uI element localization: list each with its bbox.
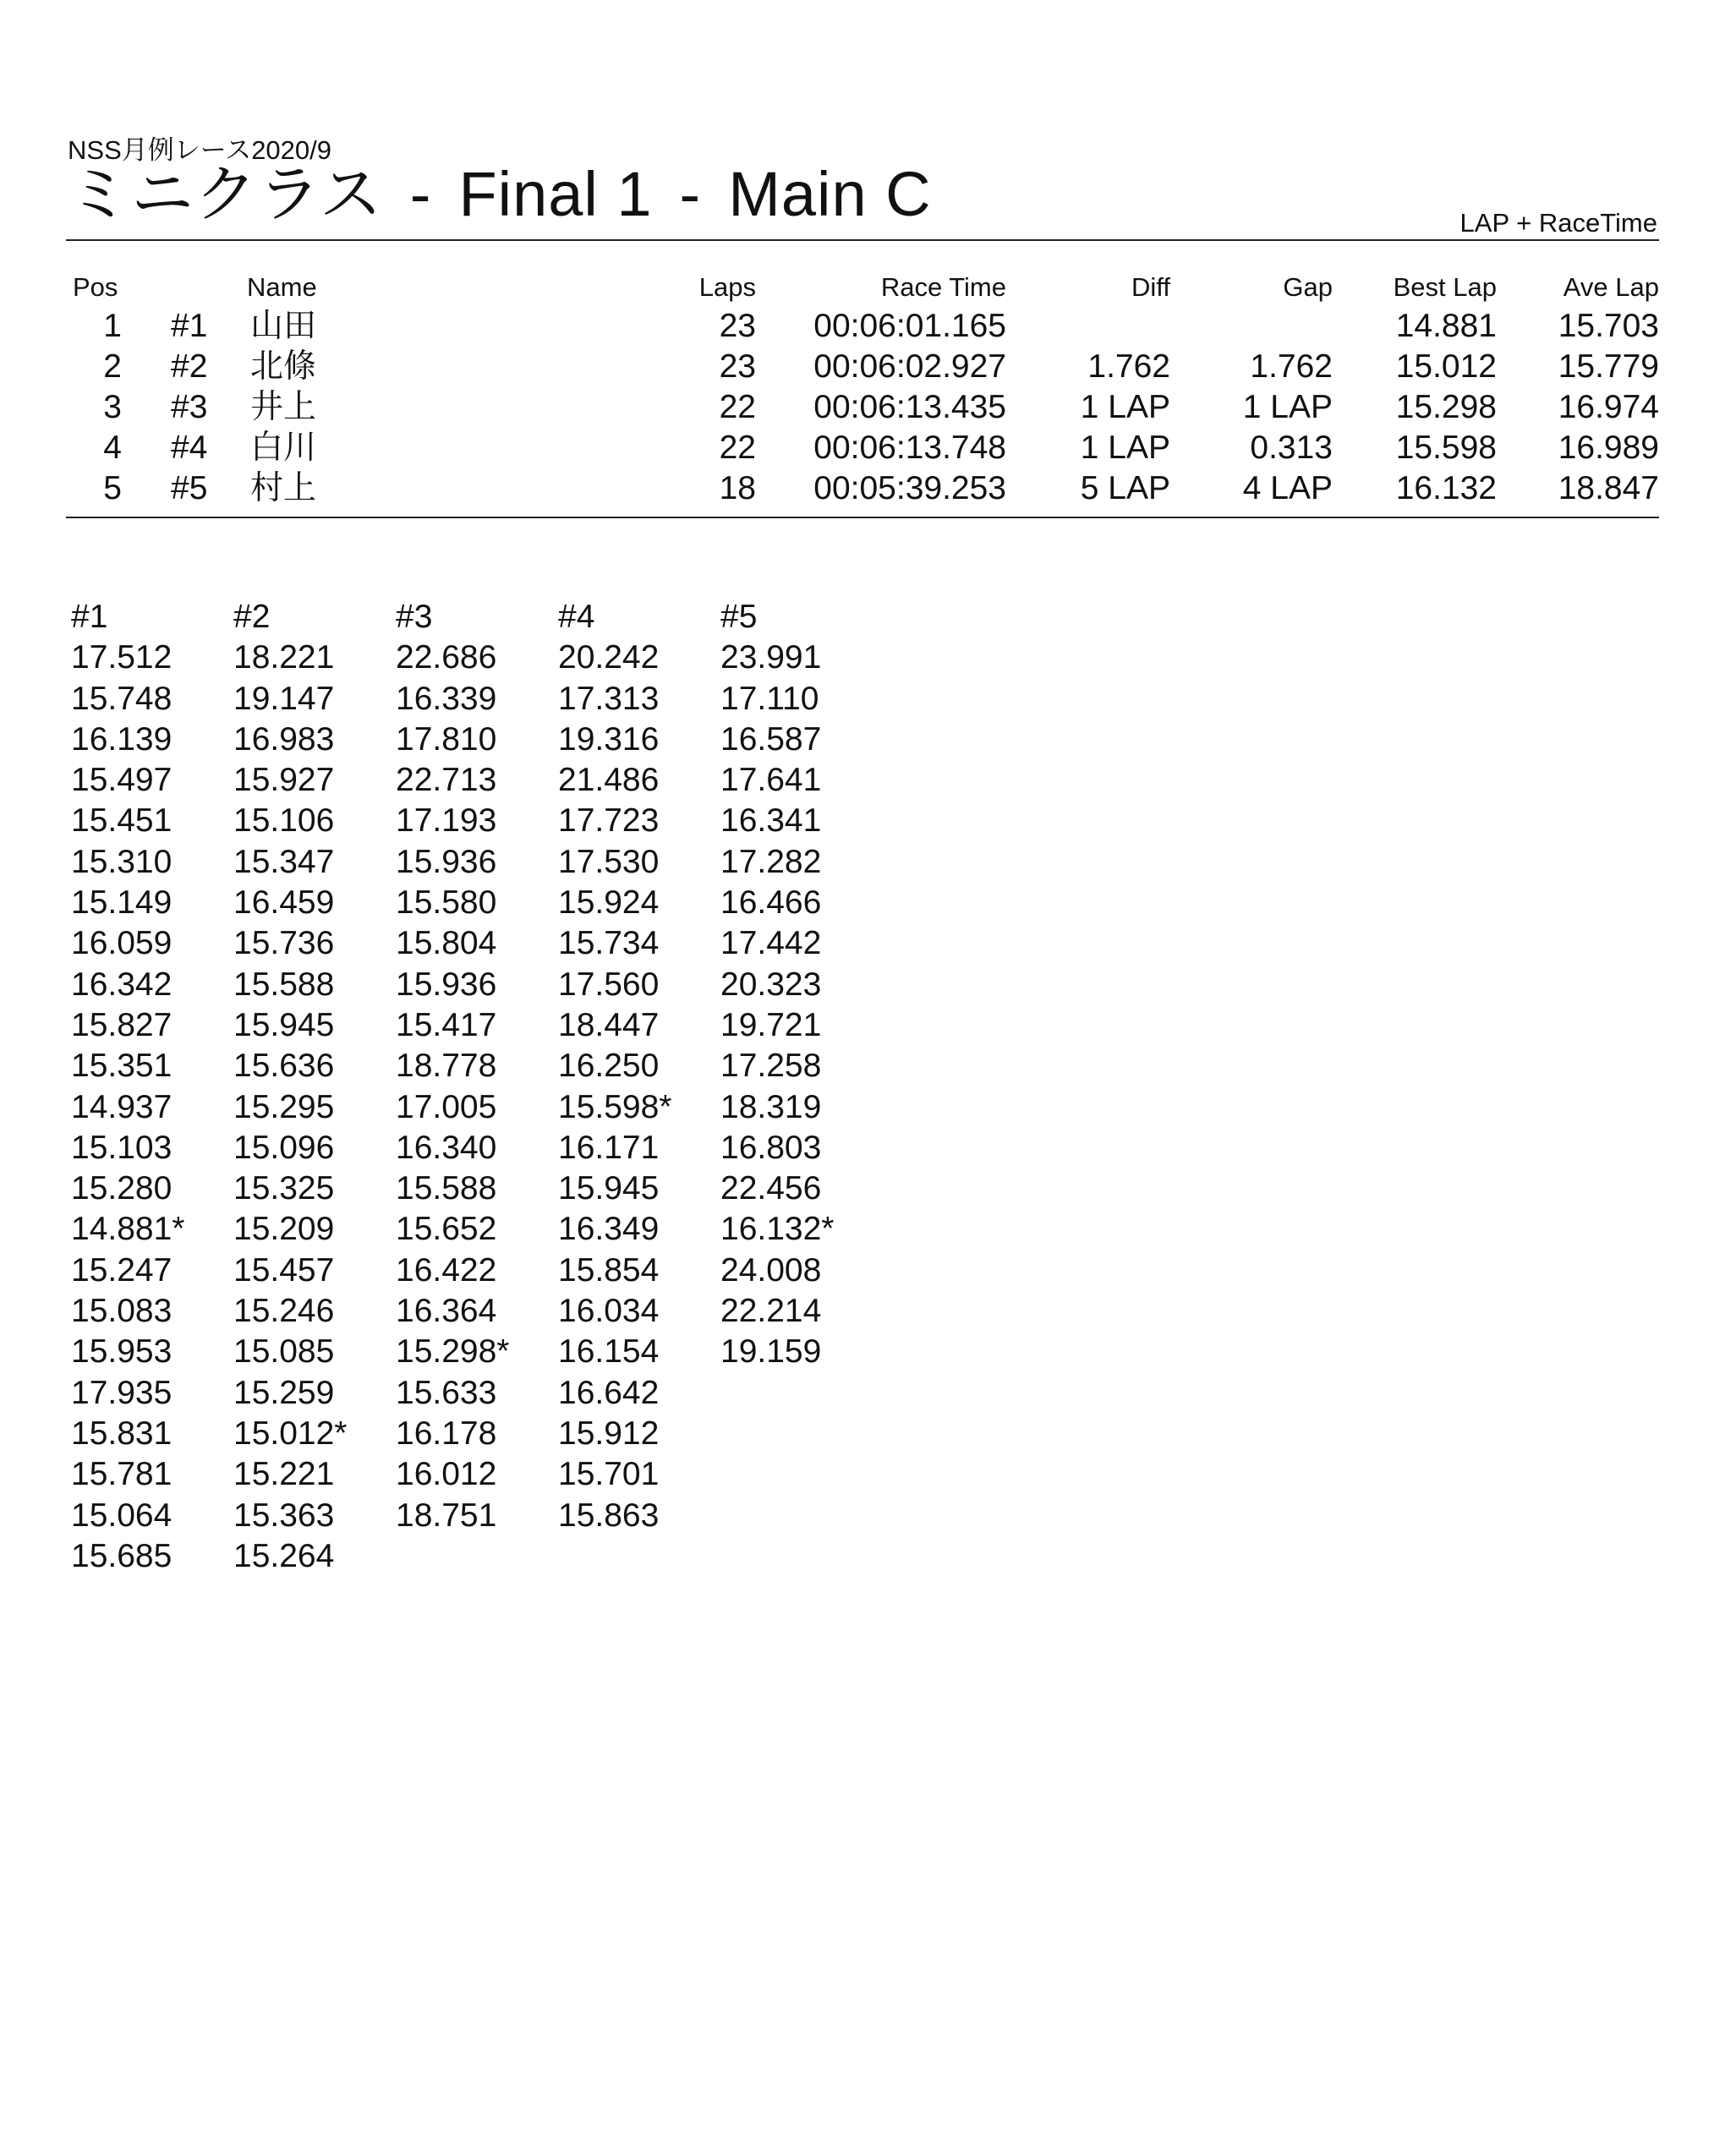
lap-time: 16.132* — [720, 1211, 835, 1248]
lap-time: 16.803 — [720, 1129, 822, 1166]
lap-time: 15.012* — [233, 1415, 348, 1452]
lap-time: 15.457 — [233, 1251, 335, 1289]
header-name: Name — [247, 272, 317, 302]
lap-time: 15.247 — [71, 1251, 172, 1289]
header-ave-lap: Ave Lap — [1563, 272, 1659, 302]
lap-time: 17.313 — [558, 680, 660, 717]
results-divider — [66, 517, 1659, 518]
header-pos: Pos — [73, 272, 118, 302]
lap-time: 17.258 — [720, 1048, 822, 1085]
lap-time: 15.936 — [396, 966, 497, 1003]
lap-time: 15.945 — [233, 1006, 335, 1043]
lap-time: 18.778 — [396, 1048, 497, 1085]
lap-time: 15.096 — [233, 1129, 335, 1166]
result-row — [0, 428, 1725, 468]
lap-time: 15.927 — [233, 762, 335, 799]
lap-time: 15.280 — [71, 1170, 172, 1207]
result-row — [0, 347, 1725, 387]
car-number: #3 — [171, 389, 208, 425]
lap-time: 20.242 — [558, 639, 660, 676]
diff: 5 LAP — [1080, 470, 1170, 506]
lap-column — [71, 597, 232, 1577]
lap-column — [233, 597, 394, 1577]
lap-time: 15.701 — [558, 1456, 660, 1493]
lap-time: 15.736 — [233, 925, 335, 962]
lap-time: 18.751 — [396, 1497, 497, 1534]
diff: 1 LAP — [1080, 430, 1170, 466]
gap: 0.313 — [1250, 430, 1333, 466]
lap-time: 16.012 — [396, 1456, 497, 1493]
laps: 22 — [719, 389, 756, 425]
ave-lap: 15.779 — [1558, 348, 1659, 385]
lap-time: 15.912 — [558, 1415, 660, 1452]
lap-time: 22.713 — [396, 762, 497, 799]
lap-time: 24.008 — [720, 1251, 822, 1289]
lap-time: 15.451 — [71, 802, 172, 840]
lap-time: 15.748 — [71, 680, 172, 717]
lap-time: 15.310 — [71, 843, 172, 880]
lap-time: 15.936 — [396, 843, 497, 880]
lap-time: 15.580 — [396, 884, 497, 922]
lap-time: 16.422 — [396, 1251, 497, 1289]
driver-name: 山田 — [250, 308, 317, 344]
lap-time: 15.351 — [71, 1048, 172, 1085]
final-label: Final 1 — [458, 159, 653, 229]
lap-time: 16.059 — [71, 925, 172, 962]
lap-time: 16.339 — [396, 680, 497, 717]
gap: 1 LAP — [1242, 389, 1333, 425]
lap-time: 15.325 — [233, 1170, 335, 1207]
lap-time: 22.686 — [396, 639, 497, 676]
lap-column — [558, 597, 719, 1536]
lap-column-header: #1 — [71, 599, 108, 635]
lap-column-header: #2 — [233, 599, 271, 635]
laps: 22 — [719, 430, 756, 466]
title-separator: - — [679, 159, 702, 229]
result-row — [0, 306, 1725, 347]
class-name: ミニクラス — [68, 159, 383, 229]
lap-time: 16.178 — [396, 1415, 497, 1452]
lap-time: 15.347 — [233, 843, 335, 880]
pos: 3 — [103, 389, 122, 425]
result-row — [0, 387, 1725, 428]
lap-time: 16.250 — [558, 1048, 660, 1085]
lap-time: 18.447 — [558, 1006, 660, 1043]
ave-lap: 16.974 — [1558, 389, 1659, 425]
best-lap: 16.132 — [1395, 470, 1497, 506]
race-time: 00:05:39.253 — [813, 470, 1006, 506]
lap-time: 15.636 — [233, 1048, 335, 1085]
title-separator: - — [409, 159, 432, 229]
lap-time: 15.363 — [233, 1497, 335, 1534]
race-time: 00:06:13.748 — [813, 430, 1006, 466]
best-lap: 15.298 — [1395, 389, 1497, 425]
lap-time: 16.587 — [720, 720, 822, 758]
pos: 1 — [103, 308, 122, 344]
laps: 23 — [719, 308, 756, 344]
race-time: 00:06:13.435 — [813, 389, 1006, 425]
lap-time: 17.723 — [558, 802, 660, 840]
lap-time: 17.560 — [558, 966, 660, 1003]
lap-time: 16.340 — [396, 1129, 497, 1166]
lap-time: 14.937 — [71, 1088, 172, 1125]
lap-time: 15.831 — [71, 1415, 172, 1452]
lap-time: 19.721 — [720, 1006, 822, 1043]
pos: 4 — [103, 430, 122, 466]
lap-time: 15.633 — [396, 1374, 497, 1411]
lap-time: 15.259 — [233, 1374, 335, 1411]
ave-lap: 15.703 — [1558, 308, 1659, 344]
lap-time: 19.147 — [233, 680, 335, 717]
race-title — [68, 157, 932, 232]
lap-time: 15.781 — [71, 1456, 172, 1493]
event-name: NSS月例レース2020/9 — [68, 135, 332, 165]
header-race-time: Race Time — [880, 272, 1006, 302]
lap-time: 15.295 — [233, 1088, 335, 1125]
lap-time: 15.221 — [233, 1456, 335, 1493]
ave-lap: 18.847 — [1558, 470, 1659, 506]
header-gap: Gap — [1283, 272, 1333, 302]
lap-column-header: #5 — [720, 599, 758, 635]
car-number: #4 — [171, 430, 208, 466]
lap-time: 15.064 — [71, 1497, 172, 1534]
diff: 1.762 — [1087, 348, 1170, 385]
lap-column-header: #3 — [396, 599, 433, 635]
header-diff: Diff — [1131, 272, 1170, 302]
best-lap: 15.012 — [1395, 348, 1497, 385]
gap: 4 LAP — [1242, 470, 1333, 506]
lap-time: 21.486 — [558, 762, 660, 799]
lap-time: 15.588 — [233, 966, 335, 1003]
best-lap: 14.881 — [1395, 308, 1497, 344]
lap-time: 16.034 — [558, 1293, 660, 1330]
lap-time: 14.881* — [71, 1211, 185, 1248]
lap-time: 15.106 — [233, 802, 335, 840]
pos: 5 — [103, 470, 122, 506]
lap-time: 16.466 — [720, 884, 822, 922]
lap-time: 16.154 — [558, 1333, 660, 1371]
lap-time: 17.282 — [720, 843, 822, 880]
lap-time: 15.497 — [71, 762, 172, 799]
lap-time: 16.983 — [233, 720, 335, 758]
lap-time: 15.085 — [233, 1333, 335, 1371]
lap-time: 16.139 — [71, 720, 172, 758]
ave-lap: 16.989 — [1558, 430, 1659, 466]
header-divider — [66, 239, 1659, 241]
driver-name: 井上 — [250, 389, 317, 425]
lap-time: 16.342 — [71, 966, 172, 1003]
lap-time: 16.171 — [558, 1129, 660, 1166]
main-label: Main C — [728, 159, 932, 229]
lap-time: 15.863 — [558, 1497, 660, 1534]
lap-time: 15.264 — [233, 1537, 335, 1574]
lap-time: 17.641 — [720, 762, 822, 799]
lap-time: 16.364 — [396, 1293, 497, 1330]
lap-time: 15.854 — [558, 1251, 660, 1289]
pos: 2 — [103, 348, 122, 385]
lap-time: 15.734 — [558, 925, 660, 962]
lap-time: 15.246 — [233, 1293, 335, 1330]
report-type: LAP + RaceTime — [1459, 208, 1657, 238]
lap-time: 17.193 — [396, 802, 497, 840]
lap-time: 20.323 — [720, 966, 822, 1003]
lap-time: 15.804 — [396, 925, 497, 962]
lap-time: 15.598* — [558, 1088, 672, 1125]
lap-time: 16.349 — [558, 1211, 660, 1248]
lap-time: 18.319 — [720, 1088, 822, 1125]
gap: 1.762 — [1250, 348, 1333, 385]
lap-time: 17.005 — [396, 1088, 497, 1125]
lap-time: 17.512 — [71, 639, 172, 676]
car-number: #5 — [171, 470, 208, 506]
lap-time: 17.810 — [396, 720, 497, 758]
diff: 1 LAP — [1080, 389, 1170, 425]
driver-name: 白川 — [250, 430, 317, 466]
header-laps: Laps — [698, 272, 756, 302]
lap-time: 17.442 — [720, 925, 822, 962]
lap-time: 15.209 — [233, 1211, 335, 1248]
car-number: #1 — [171, 308, 208, 344]
best-lap: 15.598 — [1395, 430, 1497, 466]
lap-time: 16.341 — [720, 802, 822, 840]
lap-time: 15.685 — [71, 1537, 172, 1574]
lap-time: 16.642 — [558, 1374, 660, 1411]
lap-time: 17.110 — [720, 680, 819, 717]
lap-time: 19.316 — [558, 720, 660, 758]
lap-time: 18.221 — [233, 639, 335, 676]
laps: 23 — [719, 348, 756, 385]
lap-time: 15.588 — [396, 1170, 497, 1207]
race-time: 00:06:01.165 — [813, 308, 1006, 344]
lap-column-header: #4 — [558, 599, 595, 635]
lap-time: 15.924 — [558, 884, 660, 922]
driver-name: 村上 — [250, 470, 317, 506]
driver-name: 北條 — [250, 348, 317, 385]
lap-time: 15.149 — [71, 884, 172, 922]
lap-time: 17.935 — [71, 1374, 172, 1411]
result-row — [0, 468, 1725, 509]
lap-time: 15.103 — [71, 1129, 172, 1166]
lap-time: 15.083 — [71, 1293, 172, 1330]
lap-time: 15.827 — [71, 1006, 172, 1043]
lap-time: 22.214 — [720, 1293, 822, 1330]
lap-time: 15.417 — [396, 1006, 497, 1043]
lap-time: 19.159 — [720, 1333, 822, 1371]
lap-column — [396, 597, 556, 1536]
lap-time: 15.298* — [396, 1333, 510, 1371]
lap-time: 17.530 — [558, 843, 660, 880]
lap-time: 15.652 — [396, 1211, 497, 1248]
lap-time: 15.945 — [558, 1170, 660, 1207]
lap-time: 23.991 — [720, 639, 822, 676]
lap-time: 22.456 — [720, 1170, 822, 1207]
header-best-lap: Best Lap — [1393, 272, 1497, 302]
car-number: #2 — [171, 348, 208, 385]
lap-time: 15.953 — [71, 1333, 172, 1371]
race-time: 00:06:02.927 — [813, 348, 1006, 385]
lap-time: 16.459 — [233, 884, 335, 922]
lap-column — [720, 597, 881, 1373]
laps: 18 — [719, 470, 756, 506]
